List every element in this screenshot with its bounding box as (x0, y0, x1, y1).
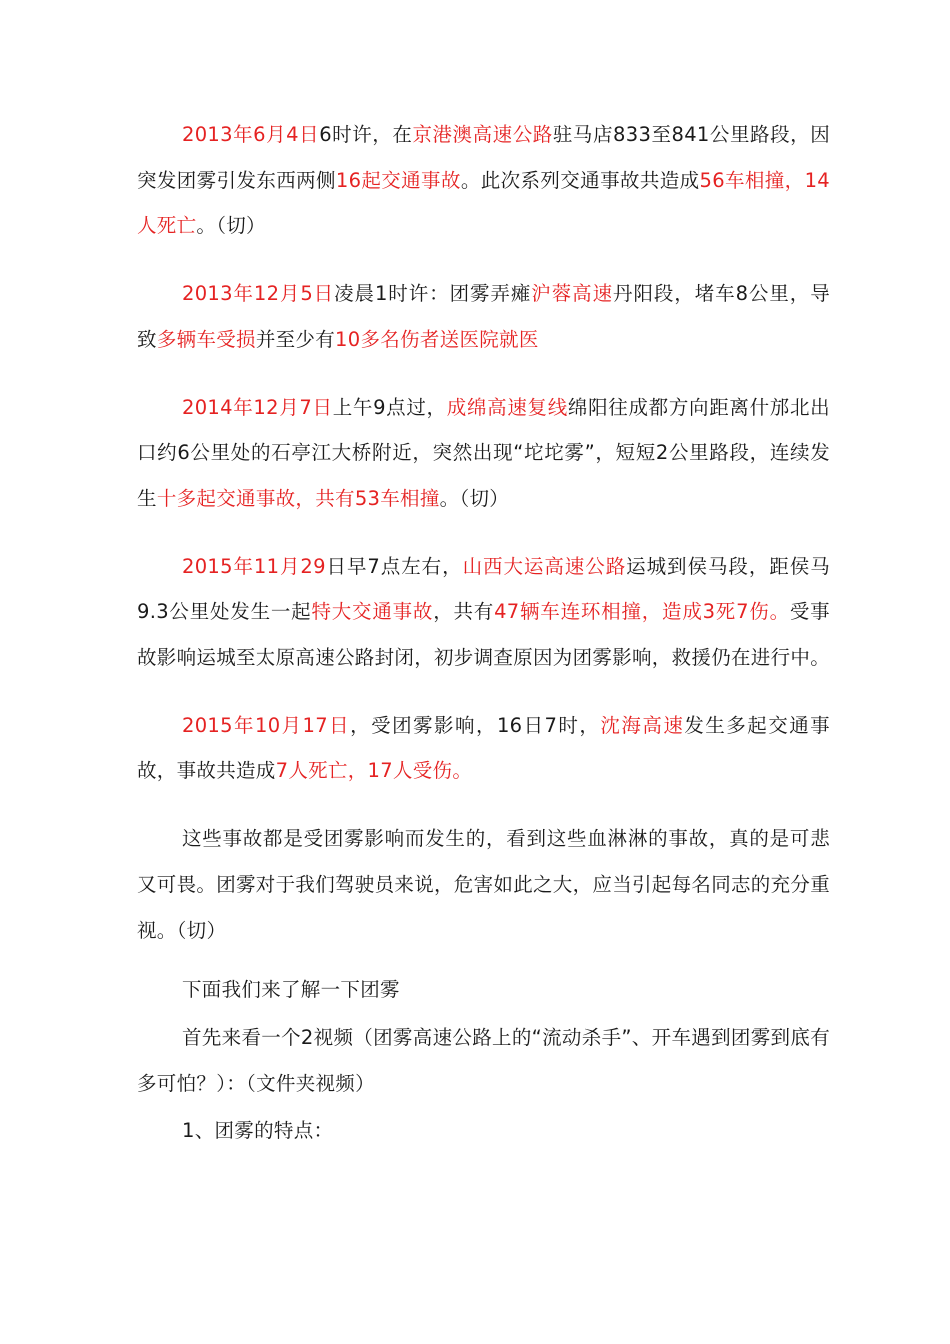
text-segment: 6时许，在 (319, 123, 413, 146)
text-segment: 受事故影响运城至太原高速公路封闭，初步调查原因为团雾影响，救援仍在进行中。 (137, 600, 831, 670)
paragraph-accident-2013-12 (137, 271, 830, 362)
paragraph-summary (137, 816, 830, 953)
paragraph-accident-2015-11 (137, 544, 830, 681)
text-segment: 2015年11月29 (182, 554, 326, 578)
text-segment: 。此次系列交通事故共造成 (460, 168, 700, 192)
text-segment: 2014年12月7日 (182, 395, 333, 419)
text-segment: 这些事故都是受团雾影响而发生的，看到这些血淋淋的事故，真的是可悲又可畏。团雾对于我们驾驶员来说，危害如此之大，应当引起每名同志的充分重视。（切） (137, 827, 831, 942)
text-segment: 下面我们来了解一下团雾 (182, 978, 400, 1002)
text-segment: 绵阳往成都方向距离什邡北出口约6公里处的石亭江大桥附近，突然出现“坨坨雾”，短短2公里路段，连续发生 (137, 395, 830, 510)
text-segment: 日早7点左右， (325, 554, 463, 578)
text-segment: 驻马店833至841公里路段，因突发团雾引发东西两侧 (137, 123, 830, 192)
text-segment: 沈海高速 (600, 713, 685, 737)
text-segment: 2013年6月4日 (182, 123, 320, 146)
text-segment: 56车相撞，14人死亡 (137, 168, 830, 238)
text-segment: 十多起交通事故，共有53车相撞 (156, 486, 440, 510)
paragraph-video-note (137, 1015, 830, 1106)
text-segment: 7人死亡，17人受伤。 (275, 759, 473, 783)
text-segment: 京港澳高速公路 (412, 123, 553, 146)
text-segment: 并至少有 (255, 327, 336, 351)
text-segment: 沪蓉高速 (531, 282, 614, 306)
text-segment: 10多名伤者送医院就医 (335, 327, 539, 351)
paragraph-accident-2015-10 (137, 703, 830, 794)
section-heading-fog-features (137, 1108, 830, 1154)
paragraph-accident-2013-06 (137, 112, 830, 249)
text-segment: 。（切） (439, 486, 510, 510)
text-segment: 1、团雾的特点： (182, 1119, 334, 1143)
paragraph-intro-fog (137, 967, 830, 1013)
text-segment: 首先来看一个2视频（团雾高速公路上的“流动杀手”、开车遇到团雾到底有多可怕？）：（文件夹视频） (137, 1025, 830, 1095)
text-segment: 丹阳段，堵车8公里，导致 (137, 282, 830, 351)
text-segment: 运城到侯马段，距侯马9.3公里处发生一起 (137, 554, 830, 624)
text-segment: 山西大运高速公路 (462, 554, 627, 578)
text-segment: 凌晨1时许：团雾弄瘫 (334, 282, 532, 306)
paragraph-accident-2014-12 (137, 385, 830, 522)
text-segment: 成绵高速复线 (446, 395, 568, 419)
text-segment: ，共有 (433, 600, 495, 624)
text-segment: 上午9点过， (332, 395, 447, 419)
text-segment: ，受团雾影响，16日7时， (350, 713, 601, 737)
text-segment: 多辆车受损 (156, 327, 256, 351)
text-segment: 16起交通事故 (335, 168, 461, 192)
text-segment: 2015年10月17日 (182, 713, 351, 737)
text-segment: 47辆车连环相撞，造成3死7伤。 (494, 600, 790, 624)
text-segment: 发生多起交通事故，事故共造成 (137, 713, 830, 783)
text-segment: 特大交通事故 (311, 600, 434, 624)
text-segment: 。（切） (196, 214, 266, 238)
text-segment: 2013年12月5日 (182, 282, 335, 306)
